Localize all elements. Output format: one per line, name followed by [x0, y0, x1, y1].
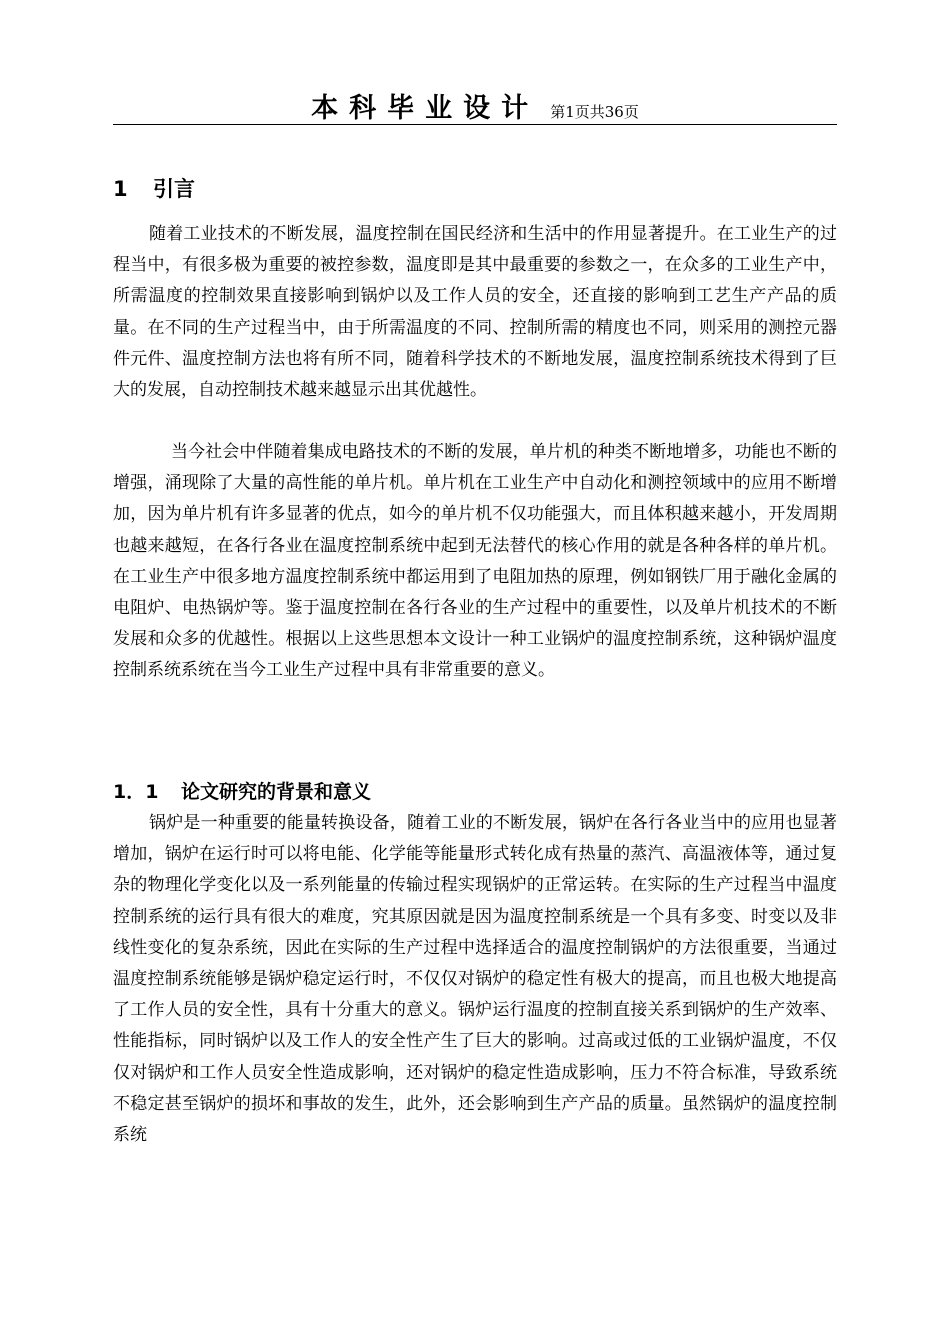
section-title: 引言: [153, 177, 195, 201]
paragraph: 当今社会中伴随着集成电路技术的不断的发展，单片机的种类不断地增多，功能也不断的增强，涌现除了大量的高性能的单片机。单片机在工业生产中自动化和测控领域中的应用不断增加，因为单片机有许多显著的优点，如今的单片机不仅功能强大，而且体积越来越小，开发周期也越来越短，在各行各业在温度控制系统中起到无法替代的核心作用的就是各种各样的单片机。在工业生产中很多地方温度控制系统中都运用到了电阻加热的原理，例如钢铁厂用于融化金属的电阻炉、电热锅炉等。鉴于温度控制在各行各业的生产过程中的重要性，以及单片机技术的不断发展和众多的优越性。根据以上这些思想本文设计一种工业锅炉的温度控制系统，这种锅炉温度控制系统系统在当今工业生产过程中具有非常重要的意义。: [113, 442, 837, 681]
header-page-info: 第1页共36页: [550, 103, 639, 121]
paragraph: 随着工业技术的不断发展，温度控制在国民经济和生活中的作用显著提升。在工业生产的过程当中，有很多极为重要的被控参数，温度即是其中最重要的参数之一，在众多的工业生产中，所需温度的控制效果直接影响到锅炉以及工作人员的安全，还直接的影响到工艺生产产品的质量。在不同的生产过程当中，由于所需温度的不同、控制所需的精度也不同，则采用的测控元器件元件、温度控制方法也将有所不同，随着科学技术的不断地发展，温度控制系统技术得到了巨大的发展，自动控制技术越来越显示出其优越性。: [113, 224, 837, 401]
section-number: 1: [113, 177, 128, 201]
subsection-title: 论文研究的背景和意义: [181, 781, 372, 803]
subsection-number: 1．1: [113, 781, 159, 803]
section-heading: [113, 173, 195, 203]
header-title: 本科毕业设计: [311, 93, 540, 124]
page-header: [113, 86, 837, 125]
subsection-heading: [113, 777, 371, 804]
paragraph: 锅炉是一种重要的能量转换设备，随着工业的不断发展，锅炉在各行各业当中的应用也显著增加，锅炉在运行时可以将电能、化学能等能量形式转化成有热量的蒸汽、高温液体等，通过复杂的物理化学变化以及一系列能量的传输过程实现锅炉的正常运转。在实际的生产过程当中温度控制系统的运行具有很大的难度，究其原因就是因为温度控制系统是一个具有多变、时变以及非线性变化的复杂系统，因此在实际的生产过程中选择适合的温度控制锅炉的方法很重要，当通过温度控制系统能够是锅炉稳定运行时，不仅仅对锅炉的稳定性有极大的提高，而且也极大地提高了工作人员的安全性，具有十分重大的意义。锅炉运行温度的控制直接关系到锅炉的生产效率、性能指标，同时锅炉以及工作人的安全性产生了巨大的影响。过高或过低的工业锅炉温度，不仅仅对锅炉和工作人员安全性造成影响，还对锅炉的稳定性造成影响，压力不符合标准，导致系统不稳定甚至锅炉的损坏和事故的发生，此外，还会影响到生产产品的质量。虽然锅炉的温度控制系统: [113, 813, 837, 1146]
